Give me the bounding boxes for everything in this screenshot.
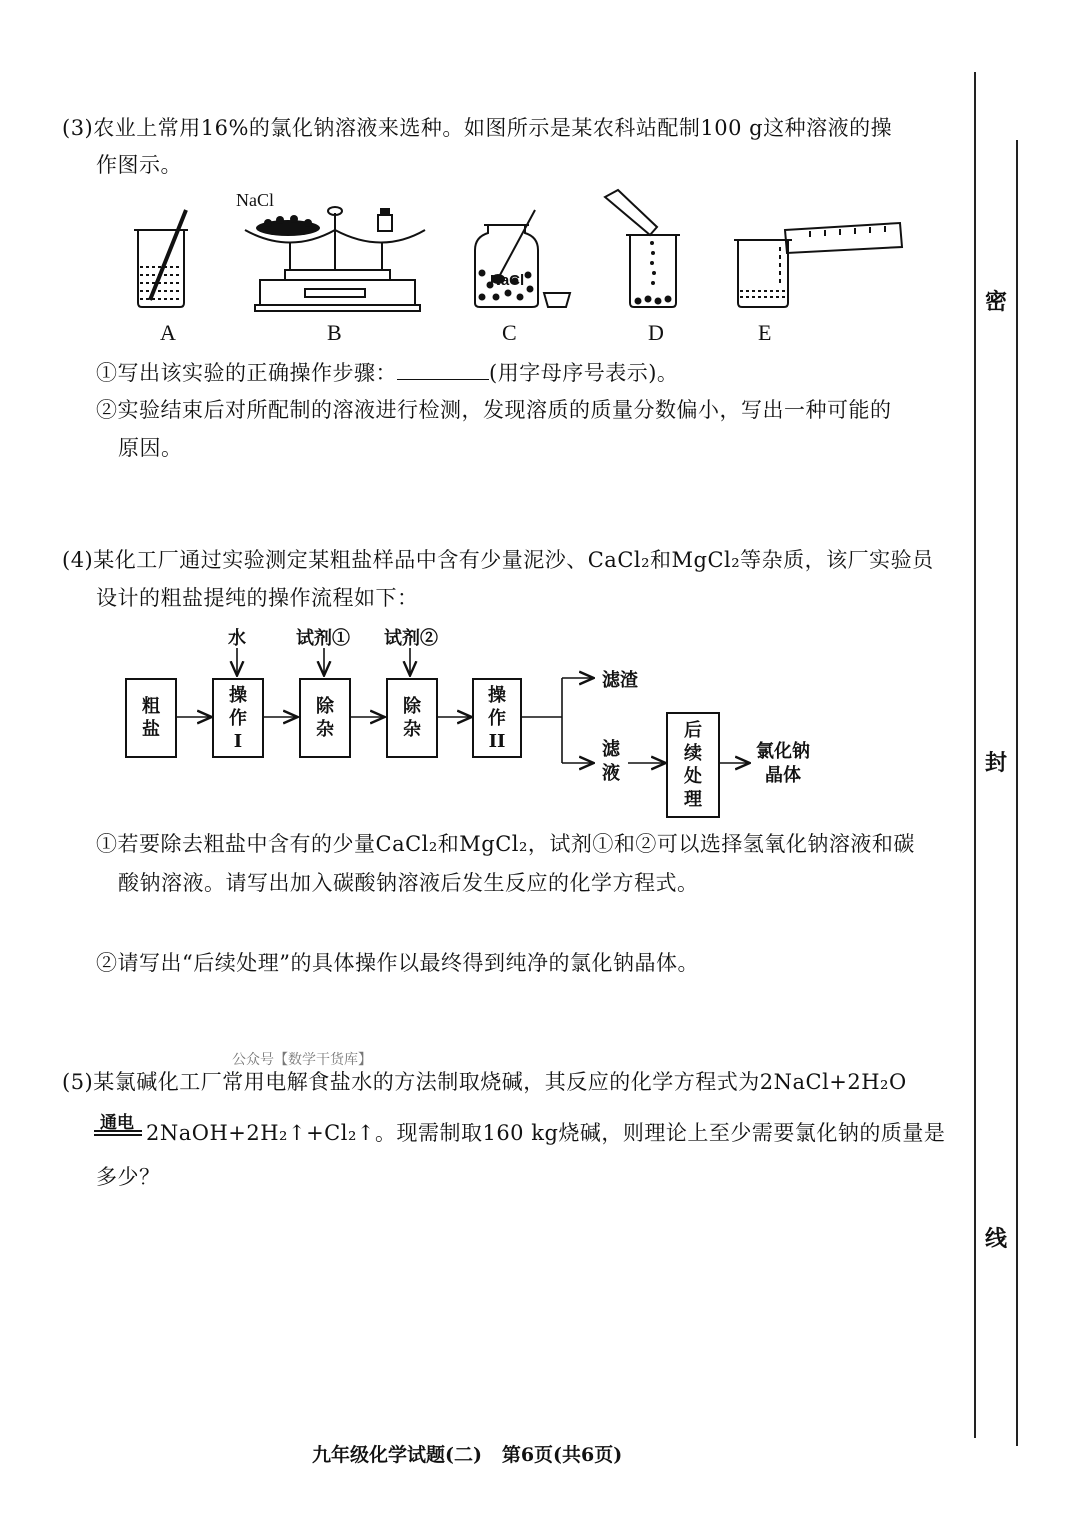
filtrate-label: 滤 液 [602, 739, 620, 784]
q4-sub2: ②请写出“后续处理”的具体操作以最终得到纯净的氯化钠晶体。 [96, 951, 699, 975]
q4-line2: 设计的粗盐提纯的操作流程如下： [96, 586, 419, 610]
input-reagent2: 试剂② [384, 628, 438, 649]
q4-line1: (4)某化工厂通过实验测定某粗盐样品中含有少量泥沙、CaCl₂和MgCl₂等杂质，该厂实验员 [62, 548, 934, 572]
q3-sub2-line2: 原因。 [118, 436, 183, 460]
q3-sub1-prefix: ①写出该实验的正确操作步骤： [96, 361, 397, 385]
q5-line1: (5)某氯碱化工厂常用电解食盐水的方法制取烧碱，其反应的化学方程式为2NaCl+2H₂O [62, 1070, 907, 1094]
page-footer: 九年级化学试题(二) 第6页(共6页) [312, 1444, 623, 1466]
box-crude-salt: 粗 盐 [125, 678, 177, 758]
side-mark-xian: 线 [985, 1226, 1008, 1252]
nacl-label-bottle: NaCl [490, 272, 525, 289]
figure-label-a: A [160, 320, 176, 345]
figure-label-b: B [327, 320, 342, 345]
input-water: 水 [228, 628, 246, 649]
q3-line2: 作图示。 [96, 153, 182, 177]
box-operation-1: 操 作 I [212, 678, 264, 758]
q3-line1: (3)农业上常用16%的氯化钠溶液来选种。如图所示是某农科站配制100 g这种溶液的操 [62, 116, 893, 140]
q5-line3: 多少？ [96, 1165, 161, 1189]
product-label: 氯化钠 晶体 [756, 741, 810, 786]
input-reagent1: 试剂① [296, 628, 350, 649]
residue-label: 滤渣 [602, 670, 638, 691]
q4-sub1-line1: ①若要除去粗盐中含有的少量CaCl₂和MgCl₂，试剂①和②可以选择氢氧化钠溶液和碳 [96, 832, 915, 856]
box-post-processing: 后 续 处 理 [666, 712, 720, 818]
watermark: 公众号【数学干货库】 [232, 1052, 372, 1068]
side-mark-mi: 密 [985, 289, 1008, 315]
box-operation-2: 操 作 II [472, 678, 522, 758]
q4-sub1-line2: 酸钠溶液。请写出加入碳酸钠溶液后发生反应的化学方程式。 [118, 871, 699, 895]
box-remove-impurity-1: 除 杂 [299, 678, 351, 758]
figure-label-e: E [758, 320, 772, 345]
side-mark-feng: 封 [985, 750, 1008, 776]
q3-sub1-suffix: (用字母序号表示)。 [489, 361, 679, 385]
figure-label-d: D [648, 320, 664, 345]
reaction-condition-bar [94, 1130, 142, 1136]
reaction-condition: 通电 [100, 1113, 134, 1133]
q5-line2: 2NaOH+2H₂↑+Cl₂↑。现需制取160 kg烧碱，则理论上至少需要氯化钠的质量是 [146, 1121, 946, 1145]
q3-sub2-line1: ②实验结束后对所配制的溶液进行检测，发现溶质的质量分数偏小，写出一种可能的 [96, 398, 892, 422]
figure-label-c: C [502, 320, 517, 345]
nacl-label-balance: NaCl [236, 190, 274, 210]
box-remove-impurity-2: 除 杂 [386, 678, 438, 758]
